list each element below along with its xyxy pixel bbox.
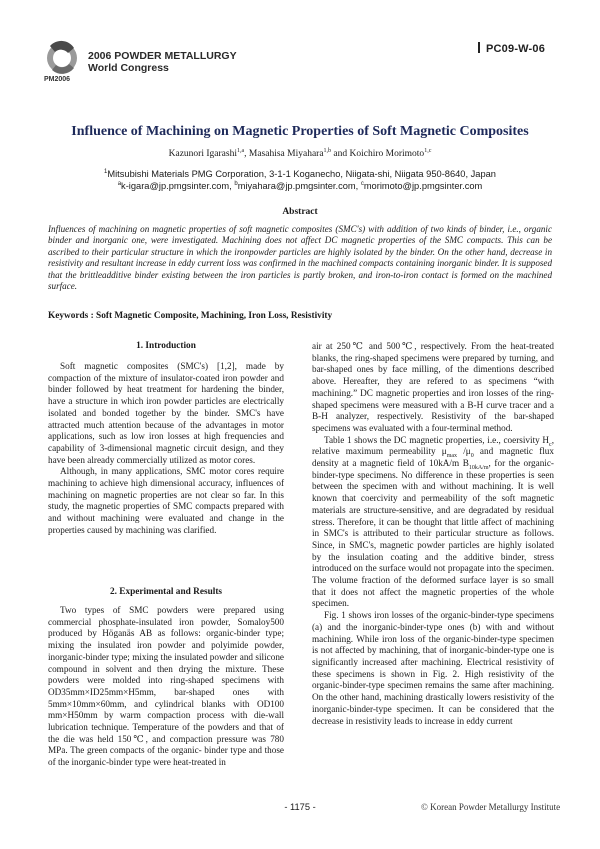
abstract-text: Influences of machining on magnetic properties of soft magnetic composites (SMC's) with addition of two kinds of binder, i.e., organic binder and inorganic one, were investigated. Machining does not affect DC magnetic properties of the SMC compacts. This can be ascribed to their particular structure in which the ironpowder particles are highly isolated by the binder. On the other hand, decrease in resistivity and resultant increase in eddy current loss was confirmed in the machined compacts containing inorganic binder. It is supposed that the brittleadditive binder existing between the iron particles is partly broken, and iron-to-iron contact is formed on the machined surface.: [48, 224, 552, 292]
experimental-body: [48, 605, 284, 769]
copyright-notice: © Korean Powder Metallurgy Institute: [421, 802, 561, 812]
paper-code-bar-icon: [478, 42, 483, 53]
conference-name: [88, 50, 237, 74]
paper-title: Influence of Machining on Magnetic Properties of Soft Magnetic Composites: [71, 124, 529, 139]
paper-code-text: PC09-W-06: [486, 43, 546, 55]
paragraph: Table 1 shows the DC magnetic properties, i.e., coersivity $H_c$, relative maximum permeability $\mu_{max}$ $/\mu_0$ and magnetic flux density at a magnetic field of 10kA/m $B_{10kA/m}$, for the organic-binder-type specimens. No difference in these properties is seen between the specimen with and without machining. It is well known that coercivity and permeability of the soft magnetic materials are structure-sensitive, and are degradated by residual stress. Therefore, it can be thought that little affect of machining in SMC's is attributed to their particular structure as follows. Since, in SMC's, magnetic powder particles are highly isolated by the insulation coating and the additive binder, stress introduced on the surface would not propagate into the specimen. The volume fraction of the deformed surface layer is so small that it does not affect the magnetic properties of the whole specimen.: [312, 434, 554, 609]
affiliation-line: $^1$Mitsubishi Materials PMG Corporation, 3-1-1 Koganecho, Niigata-shi, Niigata 950-8640, Japan: [104, 168, 496, 179]
paragraph: Although, in many applications, SMC motor cores require machining to achieve high dimensional accuracy, influences of machining on magnetic properties are not clear so far. In this study, the magnetic properties of SMC compacts prepared with and without machining were evaluated and change in the properties caused by machining was clarified.: [48, 466, 284, 535]
affiliation: [0, 168, 600, 192]
email-link[interactable]: morimoto@jp.pmgsinter.com: [363, 181, 483, 191]
author-sup: 1,a: [236, 147, 245, 154]
introduction-body: [48, 361, 284, 537]
email-line: $^a$k-igara@jp.pmgsinter.com, $^b$miyahara@jp.pmgsinter.com, $^c$morimoto@jp.pmgsinter.com: [117, 180, 483, 191]
paragraph: Fig. 1 shows iron losses of the organic-binder-type specimens (a) and the inorganic-binder-type ones (b) with and without machining. While iron loss of the organic-binder-type specimen is not affected by machining, that of inorganic-binder-type one is significantly increased after machining. Electrical resistivity of these specimens is shown in Fig. 2. High resistivity of the organic-binder-type specimen remains the same after machining. On the other hand, machining drastically lowers resistivity of the inorganic-binder-type specimen. It can be considered that the decrease in resistivity leads to increase in eddy current: [312, 610, 554, 726]
conference-line2: World Congress: [88, 62, 169, 74]
author-sup: 1,c: [424, 147, 432, 154]
section-heading-introduction: 1. Introduction: [136, 341, 196, 351]
paragraph: air at 250℃ and 500℃, respectively. From the heat-treated blanks, the ring-shaped specimens were prepared by turning, and bar-shaped ones by face milling, of the dimentions described above. Hereafter, they are refered to as specimens “with machining.” DC magnetic properties and iron losses of the ring-shaped specimens were measured with a B-H curve tracer and a B-H analyzer, respectively. Resistivity of the bar-shaped specimens was evaluated with a four-terminal method.: [312, 341, 554, 433]
pm2006-mark: PM2006: [44, 76, 71, 83]
author-sup: 1,b: [323, 147, 332, 154]
paragraph: Soft magnetic composites (SMC's) [1,2], made by compaction of the mixture of insulator-coated iron powder and binder followed by heat treatment for hardening the binder, have a structure in which iron powder particles are electrically isolated and bonded together by the binder. SMC's have attracted much attention because of the advantages in motor applications, such as low iron losses at high frequencies and capability of 3-dimensional magnetic circuit design, and they have been already commercially utilized as motor cores.: [48, 361, 284, 465]
email-link[interactable]: miyahara@jp.pmgsinter.com,: [237, 181, 361, 191]
abstract-heading: Abstract: [282, 207, 318, 217]
author-line: [0, 149, 600, 159]
paper-code: [478, 42, 545, 55]
page-number: - 1175 -: [284, 802, 316, 812]
conference-line1: 2006 POWDER METALLURGY: [88, 50, 237, 62]
section-heading-experimental: 2. Experimental and Results: [109, 587, 223, 597]
email-link[interactable]: k-igara@jp.pmgsinter.com,: [121, 181, 235, 191]
author-name: Kazunori Igarashi: [168, 149, 237, 159]
paragraph: Two types of SMC powders were prepared using commercial phosphate-insulated iron powder, Somaloy500 produced by Höganäs AB as follows: organic-binder type; mixing the insulated iron powder and polyimide powder, inorganic-binder type; mixing the insulated powder and silicone compound in solvent and then drying the mixture. These powders were molded into ring-shaped specimens with OD35mm×ID25mm×H5mm, bar-shaped ones with 5mm×10mm×60mm, and cylindrical blanks with OD100 mm×H50mm by warm compaction process with die-wall lubrication technique. Temperature of the powders and that of the die was held 150℃, and compaction pressure was 780 MPa. The green compacts of the organic- binder type and those of the inorganic-binder type were heat-treated in: [48, 605, 284, 768]
author-name: and Koichiro Morimoto: [331, 149, 425, 159]
author-name: , Masahisa Miyahara: [244, 149, 324, 159]
keywords: Keywords : Soft Magnetic Composite, Machining, Iron Loss, Resistivity: [48, 311, 333, 321]
column-2-body: [312, 341, 554, 727]
